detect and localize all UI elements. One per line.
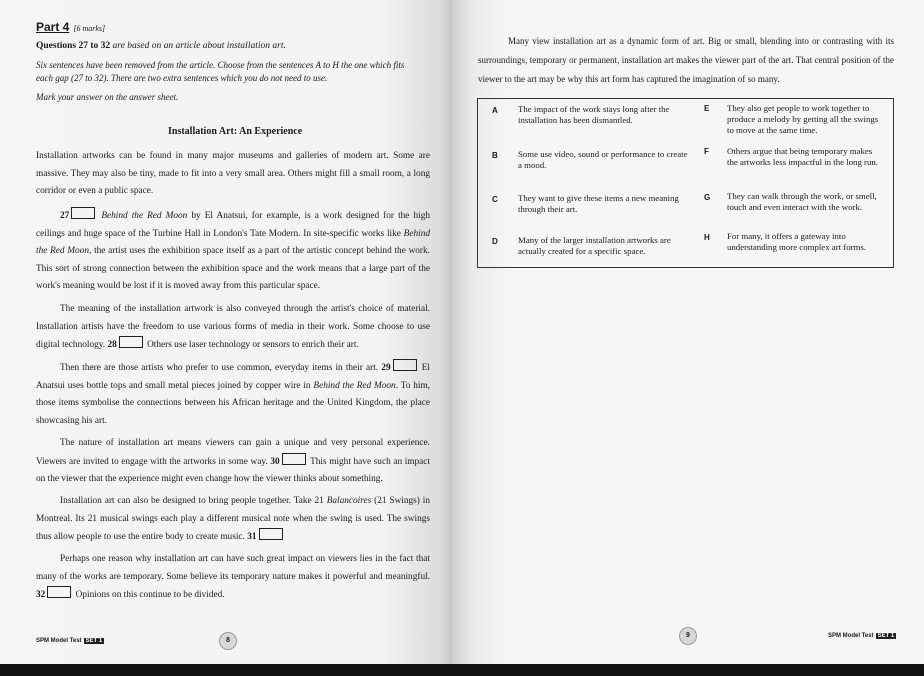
gap-29-number: 29 bbox=[381, 363, 391, 373]
option-d-letter: D bbox=[492, 237, 498, 246]
option-c-letter: C bbox=[492, 195, 498, 204]
p4-italic-c: Behind the Red Moon bbox=[313, 380, 396, 391]
right-page-number: 9 bbox=[679, 627, 697, 645]
p4-text-b: El Anatsui uses bottle tops and small metal pieces joined by copper wire in bbox=[36, 363, 431, 391]
option-g-letter: G bbox=[704, 193, 711, 202]
p2-text-d: , the artist uses the exhibition space itself as a part of the artistic concept behind the work. This sort of strong connection between the exhibition space and the work means that a large part of the work's meaning would be lost if it is moved away from this particular space. bbox=[36, 246, 430, 291]
option-a-text: The impact of the work stays long after the installation has been dismantled. bbox=[518, 104, 670, 125]
p5-text-b: This might have such an impact on the viewer that the experience might even change how the viewer thinks about something. bbox=[36, 456, 431, 484]
gap-31-number: 31 bbox=[247, 532, 257, 542]
instruction-line-1: Six sentences have been removed from the article. Choose from the sentences A to H the one which fits bbox=[36, 60, 405, 70]
option-e-text: They also get people to work together to produce a melody by getting all the swings to move at the same time. bbox=[727, 103, 879, 135]
article-title: Installation Art: An Experience bbox=[168, 126, 303, 137]
option-f-text: Others argue that being temporary makes the artworks less impactful in the long run. bbox=[727, 146, 878, 167]
question-range-rest: are based on an article about installation art. bbox=[110, 41, 286, 51]
p3-text-b: Others use laser technology or sensors to enrich their art. bbox=[147, 340, 359, 350]
part-heading bbox=[36, 20, 105, 34]
option-e-letter: E bbox=[704, 104, 710, 113]
option-b-text: Some use video, sound or performance to create a mood. bbox=[518, 149, 688, 170]
p6-text-a: Installation art can also be designed to bring people together. Take 21 bbox=[60, 496, 327, 506]
gap-27-box[interactable] bbox=[71, 207, 95, 219]
p3-text-a: The meaning of the installation artwork is also conveyed through the artist's choice of material. Installation artists have the freedom to use various forms of media in their work. Some choose to use digital technology. bbox=[36, 304, 430, 350]
gap-30-box[interactable] bbox=[282, 453, 306, 465]
right-intro-text: Many view installation art as a dynamic form of art. Big or small, blending into or contrasting with its surroundings, temporary or permanent, installation art makes the viewer part of the art. That central position of the viewer to the art may be why this art form has captured the imagination of so many. bbox=[478, 36, 894, 84]
gap-29-box[interactable] bbox=[393, 359, 417, 371]
right-footer-code bbox=[828, 633, 896, 639]
option-d-text: Many of the larger installation artworks are actually created for a specific space. bbox=[518, 235, 671, 256]
gap-28-box[interactable] bbox=[119, 336, 143, 348]
option-a-letter: A bbox=[492, 106, 498, 115]
left-page bbox=[0, 0, 452, 664]
p5-text-a: The nature of installation art means viewers can gain a unique and very personal experience. Viewers are invited to engage with the artworks in some way. bbox=[36, 438, 430, 467]
instructions bbox=[36, 59, 436, 85]
gap-31-box[interactable] bbox=[259, 528, 283, 540]
gap-32-box[interactable] bbox=[47, 586, 71, 598]
instruction-line-2: each gap (27 to 32). There are two extra sentences which you do not need to use. bbox=[36, 73, 328, 83]
paragraph-1 bbox=[36, 148, 430, 201]
mark-answer-note: Mark your answer on the answer sheet. bbox=[36, 92, 179, 102]
paragraph-3 bbox=[36, 301, 430, 355]
left-page-number: 8 bbox=[219, 632, 237, 650]
part-title: Part 4 bbox=[36, 20, 70, 34]
paragraph-5 bbox=[36, 435, 430, 489]
p2-italic-c: Behind the Red Moon bbox=[36, 228, 430, 256]
option-c-text: They want to give these items a new meaning through their art. bbox=[518, 193, 679, 214]
part-marks: [6 marks] bbox=[73, 24, 106, 33]
options-box bbox=[477, 98, 894, 268]
option-b-letter: B bbox=[492, 151, 498, 160]
gap-32-number: 32 bbox=[36, 590, 46, 600]
right-intro-paragraph bbox=[478, 32, 894, 89]
option-g-text: They can walk through the work, or smell, touch and even interact with the work. bbox=[727, 191, 877, 212]
gap-30-number: 30 bbox=[270, 456, 280, 467]
paragraph-7 bbox=[36, 551, 430, 605]
question-range-label: Questions 27 to 32 bbox=[36, 41, 111, 51]
p7-text-a: Perhaps one reason why installation art can have such great impact on viewers lies in the fact that many of the works are temporary. Some believe its temporary nature makes it powerful and meaningful. bbox=[36, 554, 430, 582]
p6-italic-b: Balancoires bbox=[326, 496, 372, 506]
option-h-letter: H bbox=[704, 233, 710, 242]
right-footer-label: SPM Model Test bbox=[828, 633, 874, 639]
gap-28-number: 28 bbox=[107, 340, 117, 350]
paragraph-6 bbox=[36, 493, 430, 547]
paragraph-2 bbox=[36, 207, 430, 296]
option-h-text: For many, it offers a gateway into understanding more complex art forms. bbox=[727, 231, 867, 252]
option-f-letter: F bbox=[704, 147, 709, 156]
p1-text: Installation artworks can be found in many major museums and galleries of modern art. Some are massive. They may also be tiny, made to fit into a very small area. Others might fill a small room, a long corridor or even a public space. bbox=[36, 151, 430, 196]
p4-text-a: Then there are those artists who prefer to use common, everyday items in their art. bbox=[60, 363, 379, 373]
question-range bbox=[36, 41, 286, 51]
gap-27-number: 27 bbox=[60, 211, 70, 221]
p7-text-b: Opinions on this continue to be divided. bbox=[75, 590, 225, 600]
p2-italic-a: Behind the Red Moon bbox=[101, 211, 188, 221]
paragraph-4 bbox=[36, 359, 430, 430]
p6-text-c: (21 Swings) in Montreal. Its 21 musical swings each play a different musical note when the swing is used. The swings thus allow people to use the entire body to create music. bbox=[36, 496, 430, 542]
left-footer-set: SET 1 bbox=[85, 638, 103, 644]
left-footer-code bbox=[36, 638, 104, 644]
bottom-edge-bar bbox=[0, 664, 924, 676]
right-footer-set: SET 1 bbox=[877, 633, 895, 639]
left-footer-label: SPM Model Test bbox=[36, 638, 82, 644]
p4-text-d: . To him, those items symbolise the connections between his African heritage and the United Kingdom, the place showcasing his art. bbox=[36, 380, 430, 426]
p2-text-b: by El Anatsui, for example, is a work designed for the high ceilings and huge space of the Turbine Hall in London's Tate Modern. In site-specific works like bbox=[36, 211, 430, 239]
